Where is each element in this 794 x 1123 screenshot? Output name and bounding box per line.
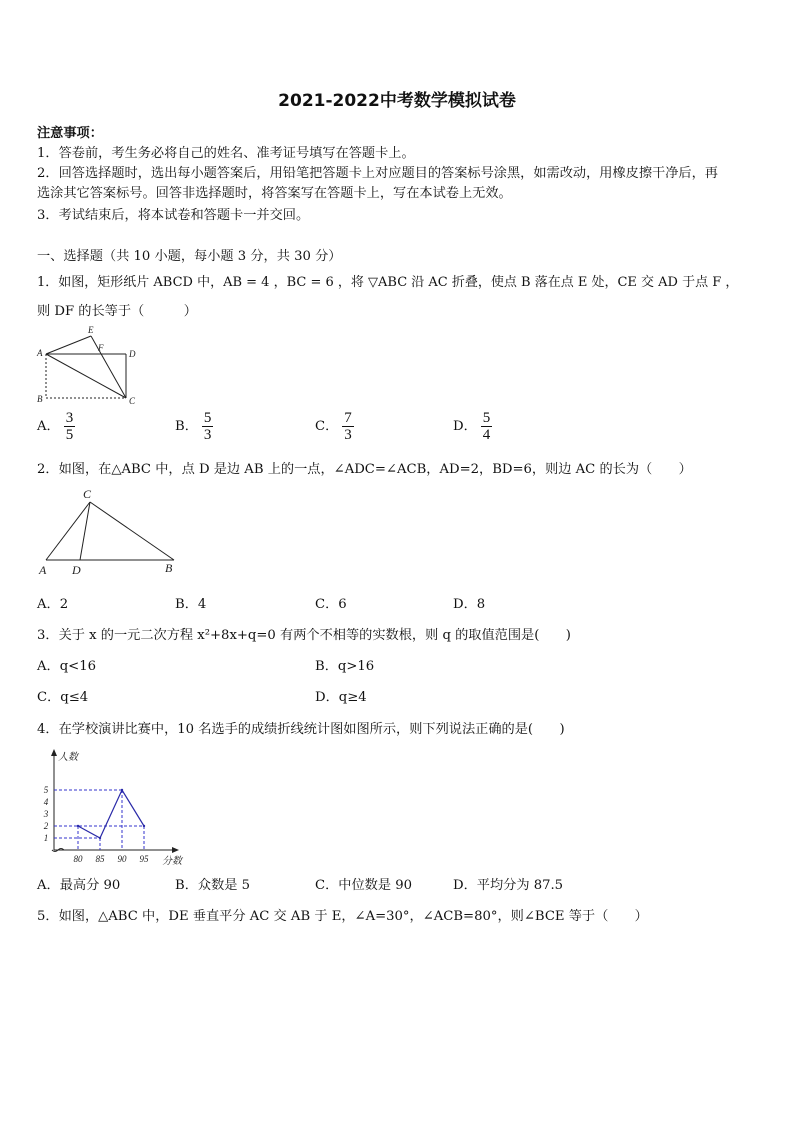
q4-line-chart: [34, 746, 194, 868]
x-tick-label: 80: [73, 854, 83, 864]
y-tick-label: 3: [43, 809, 49, 819]
y-tick-label: 4: [43, 797, 49, 807]
q2-option-c[interactable]: C．6: [315, 597, 347, 612]
x-axis-label: 分数: [162, 856, 182, 867]
section-heading: 一、选择题（共 10 小题，每小题 3 分，共 30 分）: [37, 249, 342, 264]
label-e: E: [88, 325, 94, 335]
data-point: [143, 825, 145, 827]
notice-item-2: 2．回答选择题时，选出每小题答案后，用铅笔把答题卡上对应题目的答案标号涂黑，如需改动，用橡皮擦干净后，再: [37, 166, 718, 181]
series-line: [78, 790, 144, 838]
segment-ac: [46, 502, 90, 560]
label-c: C: [129, 396, 136, 406]
label-a: A: [39, 563, 47, 577]
q2-figure: [34, 484, 184, 578]
notice-item-2-cont: 选涂其它答案标号。回答非选择题时，将答案写在答题卡上，写在本试卷上无效。: [37, 186, 512, 201]
notice-item-1: 1．答卷前，考生务必将自己的姓名、准考证号填写在答题卡上。: [37, 146, 415, 161]
label-b: B: [37, 394, 43, 404]
q1-option-d[interactable]: D． $\frac{5}{4}$: [453, 410, 491, 443]
q3-option-a[interactable]: A．q<16: [37, 659, 96, 674]
notice-item-3: 3．考试结束后，将本试卷和答题卡一并交回。: [37, 208, 310, 223]
y-axis-label: 人数: [58, 752, 78, 763]
q1-option-a[interactable]: A． $\frac{3}{5}$: [37, 410, 74, 443]
y-tick-label: 1: [43, 833, 49, 843]
y-axis-arrow: [51, 749, 57, 756]
page-title: 2021-2022中考数学模拟试卷: [278, 91, 516, 111]
segment-cb: [90, 502, 174, 560]
q4-option-d[interactable]: D．平均分为 87.5: [453, 878, 564, 893]
q1-text-cont: 则 DF 的长等于（ ）: [37, 304, 197, 319]
label-d: D: [72, 563, 81, 577]
x-tick-label: 85: [95, 854, 105, 864]
segment-ae: [46, 336, 91, 354]
label-a: A: [37, 348, 43, 358]
q3-text: 3．关于 x 的一元二次方程 x²+8x+q=0 有两个不相等的实数根，则 q 的取值范围是( ): [37, 628, 571, 643]
data-point: [99, 837, 101, 839]
q5-text: 5．如图，△ABC 中，DE 垂直平分 AC 交 AB 于 E，∠A=30°，∠ACB=80°，则∠BCE 等于（ ）: [37, 909, 648, 924]
q1-option-c[interactable]: C． $\frac{7}{3}$: [315, 410, 352, 443]
x-axis-arrow: [172, 847, 179, 853]
label-c: C: [83, 487, 92, 501]
label-d: D: [129, 349, 136, 359]
notice-heading: 注意事项：: [37, 126, 103, 141]
y-tick-label: 5: [43, 785, 49, 795]
q4-option-c[interactable]: C．中位数是 90: [315, 878, 412, 893]
x-tick-label: 90: [117, 854, 127, 864]
q2-text: 2．如图，在△ABC 中，点 D 是边 AB 上的一点，∠ADC=∠ACB，AD=2，BD=6，则边 AC 的长为（ ）: [37, 462, 692, 477]
q3-option-c[interactable]: C．q≤4: [37, 690, 89, 705]
label-b: B: [165, 561, 173, 575]
x-tick-label: 95: [139, 854, 149, 864]
q2-option-b[interactable]: B．4: [175, 597, 207, 612]
q4-text: 4．在学校演讲比赛中，10 名选手的成绩折线统计图如图所示，则下列说法正确的是( ): [37, 722, 565, 737]
segment-cd: [80, 502, 90, 560]
data-point: [77, 825, 79, 827]
q4-option-b[interactable]: B．众数是 5: [175, 878, 251, 893]
q1-option-b[interactable]: B． $\frac{5}{3}$: [175, 410, 212, 443]
q3-option-b[interactable]: B．q>16: [315, 659, 375, 674]
q2-option-a[interactable]: A．2: [37, 597, 69, 612]
data-point: [121, 789, 123, 791]
q3-option-d[interactable]: D．q≥4: [315, 690, 367, 705]
q1-text: 1．如图，矩形纸片 ABCD 中，AB = 4 ，BC = 6 ，将 ▽ABC 沿 AC 折叠，使点 B 落在点 E 处，CE 交 AD 于点 F ，: [37, 275, 739, 290]
q1-figure: [34, 324, 144, 406]
q2-option-d[interactable]: D．8: [453, 597, 486, 612]
q4-option-a[interactable]: A．最高分 90: [37, 878, 121, 893]
label-f: F: [98, 343, 104, 353]
y-tick-label: 2: [43, 821, 49, 831]
